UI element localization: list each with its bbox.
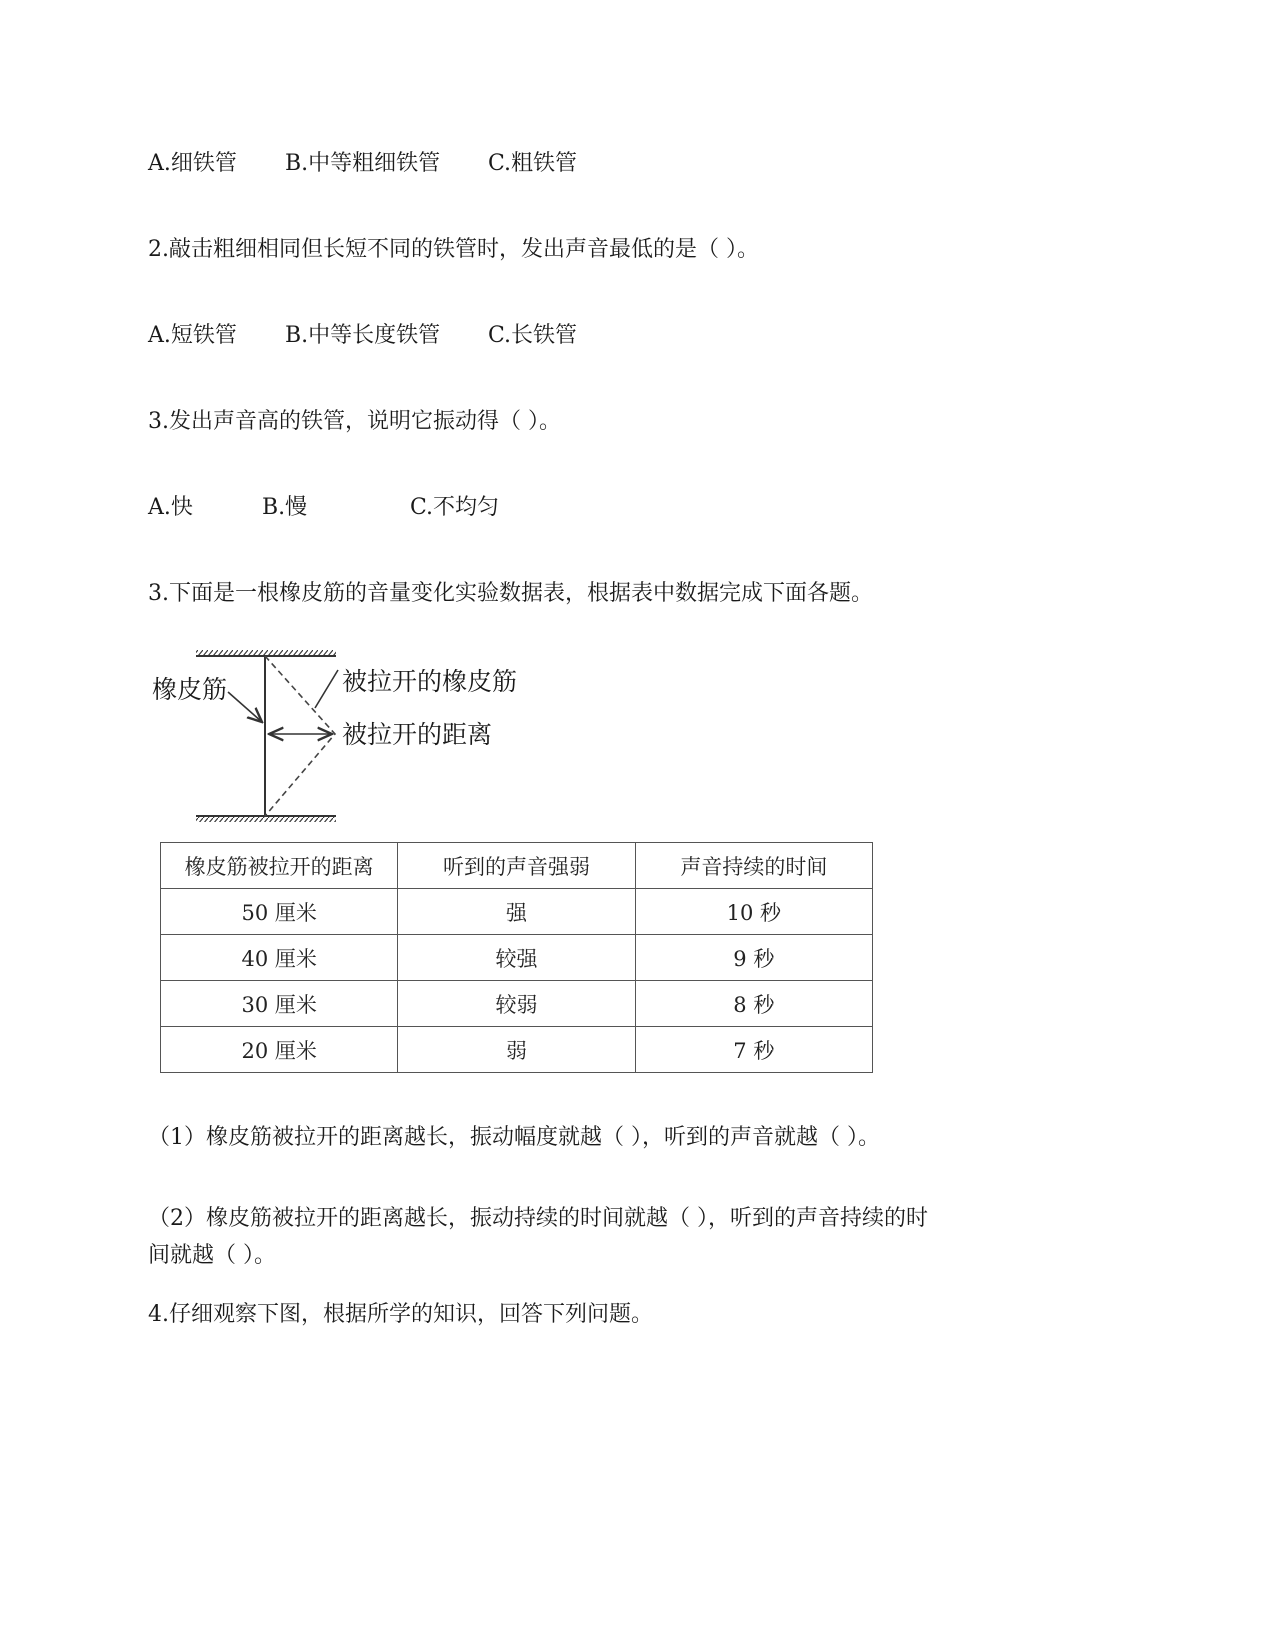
section3-stem: 3.下面是一根橡皮筋的音量变化实验数据表，根据表中数据完成下面各题。 [148,581,873,606]
table-header-cell: 橡皮筋被拉开的距离 [161,843,398,889]
table-cell: 较弱 [398,981,635,1027]
q2-option-c: C.长铁管 [488,323,578,348]
table-header-cell: 听到的声音强弱 [398,843,635,889]
q1-option-a: A.细铁管 [148,151,237,176]
rubber-band-diagram [148,650,568,840]
bottom-support [196,816,336,822]
table-cell: 30 厘米 [161,981,398,1027]
table-cell: 强 [398,889,635,935]
experiment-data-table [160,842,873,1073]
q2-option-a: A.短铁管 [148,323,237,348]
q2-option-b: B.中等长度铁管 [285,323,441,348]
table-cell: 9 秒 [635,935,872,981]
table-row [161,981,873,1027]
sub-question-2-line-2: 间就越（ ）。 [148,1243,276,1268]
q3-option-a: A.快 [148,495,193,520]
table-row [161,889,873,935]
table-cell: 40 厘米 [161,935,398,981]
table-cell: 7 秒 [635,1027,872,1073]
table-row [161,935,873,981]
rubber-band-diagram-svg [148,650,568,840]
table-cell: 较强 [398,935,635,981]
top-support [196,650,336,656]
q3-stem: 3.发出声音高的铁管，说明它振动得（ ）。 [148,409,561,434]
label-distance: 被拉开的距离 [342,720,493,749]
label-band: 橡皮筋 [152,675,228,704]
q1-option-b: B.中等粗细铁管 [285,151,441,176]
table-header-cell: 声音持续的时间 [635,843,872,889]
table-cell: 8 秒 [635,981,872,1027]
q1-option-c: C.粗铁管 [488,151,578,176]
sub-question-2-line-1: （2）橡皮筋被拉开的距离越长，振动持续的时间就越（ ），听到的声音持续的时 [148,1206,928,1231]
q3-option-c: C.不均匀 [410,495,500,520]
sub-question-1: （1）橡皮筋被拉开的距离越长，振动幅度就越（ ），听到的声音就越（ ）。 [148,1125,880,1150]
table-cell: 10 秒 [635,889,872,935]
table-row [161,1027,873,1073]
table-header-row [161,843,873,889]
q3-option-b: B.慢 [262,495,308,520]
table-cell: 20 厘米 [161,1027,398,1073]
stretched-label-pointer [315,670,338,708]
table-cell: 50 厘米 [161,889,398,935]
band-label-pointer [228,692,262,722]
table-cell: 弱 [398,1027,635,1073]
label-stretched-band: 被拉开的橡皮筋 [342,667,518,696]
stretched-band-dashed [265,656,335,816]
q2-stem: 2.敲击粗细相同但长短不同的铁管时，发出声音最低的是（ ）。 [148,237,759,262]
q4-stem: 4.仔细观察下图，根据所学的知识，回答下列问题。 [148,1302,653,1327]
